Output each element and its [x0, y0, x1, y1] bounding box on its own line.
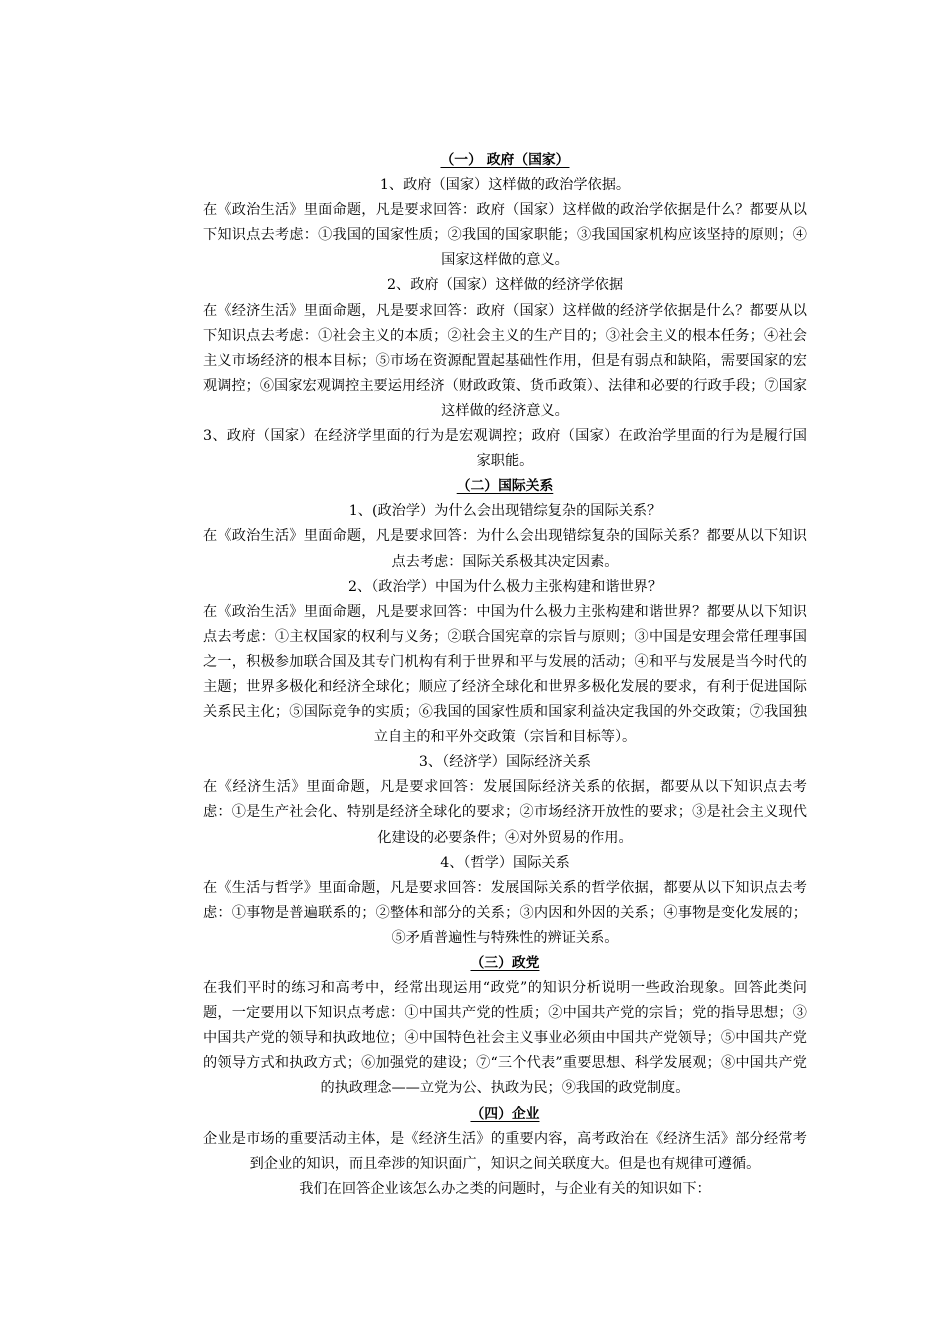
paragraph: 在《政治生活》里面命题，凡是要求回答：政府（国家）这样做的政治学依据是什么？都要从以下知识点去考虑：①我国的国家性质；②我国的国家职能；③我国国家机构应该坚持的原则；④国家这样做的意义。 [203, 202, 807, 269]
paragraph: 我们在回答企业该怎么办之类的问题时，与企业有关的知识如下： [299, 1180, 711, 1197]
paragraph: 在《生活与哲学》里面命题，凡是要求回答：发展国际关系的哲学依据，都要从以下知识点去考虑：①事物是普遍联系的；②整体和部分的关系；③内因和外因的关系；④事物是变化发展的；⑤矛盾普遍性与特殊性的辨证关系。 [203, 879, 807, 946]
paragraph: 在《经济生活》里面命题，凡是要求回答：政府（国家）这样做的经济学依据是什么？都要从以下知识点去考虑：①社会主义的本质；②社会主义的生产目的；③社会主义的根本任务；④社会主义市场经济的根本目标；⑤市场在资源配置起基础性作用，但是有弱点和缺陷，需要国家的宏观调控；⑥国家宏观调控主要运用经济（财政政策、货币政策）、法律和必要的行政手段；⑦国家这样做的经济意义。 [203, 302, 807, 419]
paragraph: 3、政府（国家）在经济学里面的行为是宏观调控；政府（国家）在政治学里面的行为是履行国家职能。 [203, 428, 807, 470]
section-heading: （一） 政府（国家） [440, 152, 570, 168]
paragraph: 在《政治生活》里面命题，凡是要求回答：为什么会出现错综复杂的国际关系？都要从以下知识点去考虑：国际关系极其决定因素。 [203, 528, 807, 570]
section-heading: （四）企业 [470, 1105, 540, 1122]
subheading: 2、（政治学）中国为什么极力主张构建和谐世界？ [347, 578, 663, 595]
subheading: 2、政府（国家）这样做的经济学依据 [386, 277, 624, 294]
section-heading: （三）政党 [470, 955, 540, 971]
subheading: 3、（经济学）国际经济关系 [418, 754, 592, 771]
section-heading: （二）国际关系 [456, 478, 554, 495]
paragraph: 在我们平时的练习和高考中，经常出现运用“政党”的知识分析说明一些政治现象。回答此类问题，一定要用以下知识点考虑：①中国共产党的性质；②中国共产党的宗旨；党的指导思想；③中国共产党的领导和执政地位；④中国特色社会主义事业必须由中国共产党领导；⑤中国共产党的领导方式和执政方式；⑥加强党的建设；⑦“三个代表”重要思想、科学发展观；⑧中国共产党的执政理念——立党为公、执政为民；⑨我国的政党制度。 [203, 980, 807, 1097]
document-page [203, 148, 807, 1202]
paragraph: 企业是市场的重要活动主体，是《经济生活》的重要内容，高考政治在《经济生活》部分经常考到企业的知识，而且牵涉的知识面广，知识之间关联度大。但是也有规律可遵循。 [203, 1130, 807, 1172]
subheading: 1、政府（国家）这样做的政治学依据。 [379, 177, 631, 194]
subheading: 4、（哲学）国际关系 [440, 854, 570, 871]
paragraph: 在《政治生活》里面命题，凡是要求回答：中国为什么极力主张构建和谐世界？都要从以下知识点去考虑：①主权国家的权利与义务；②联合国宪章的宗旨与原则；③中国是安理会常任理事国之一，积极参加联合国及其专门机构有利于世界和平与发展的活动；④和平与发展是当今时代的主题；世界多极化和经济全球化；顺应了经济全球化和世界多极化发展的要求，有利于促进国际关系民主化；⑤国际竞争的实质；⑥我国的国家性质和国家利益决定我国的外交政策；⑦我国独立自主的和平外交政策（宗旨和目标等）。 [203, 603, 807, 746]
subheading: 1、(政治学）为什么会出现错综复杂的国际关系？ [348, 503, 662, 520]
paragraph: 在《经济生活》里面命题，凡是要求回答：发展国际经济关系的依据，都要从以下知识点去考虑：①是生产社会化、特别是经济全球化的要求；②市场经济开放性的要求；③是社会主义现代化建设的必要条件；④对外贸易的作用。 [203, 779, 807, 846]
